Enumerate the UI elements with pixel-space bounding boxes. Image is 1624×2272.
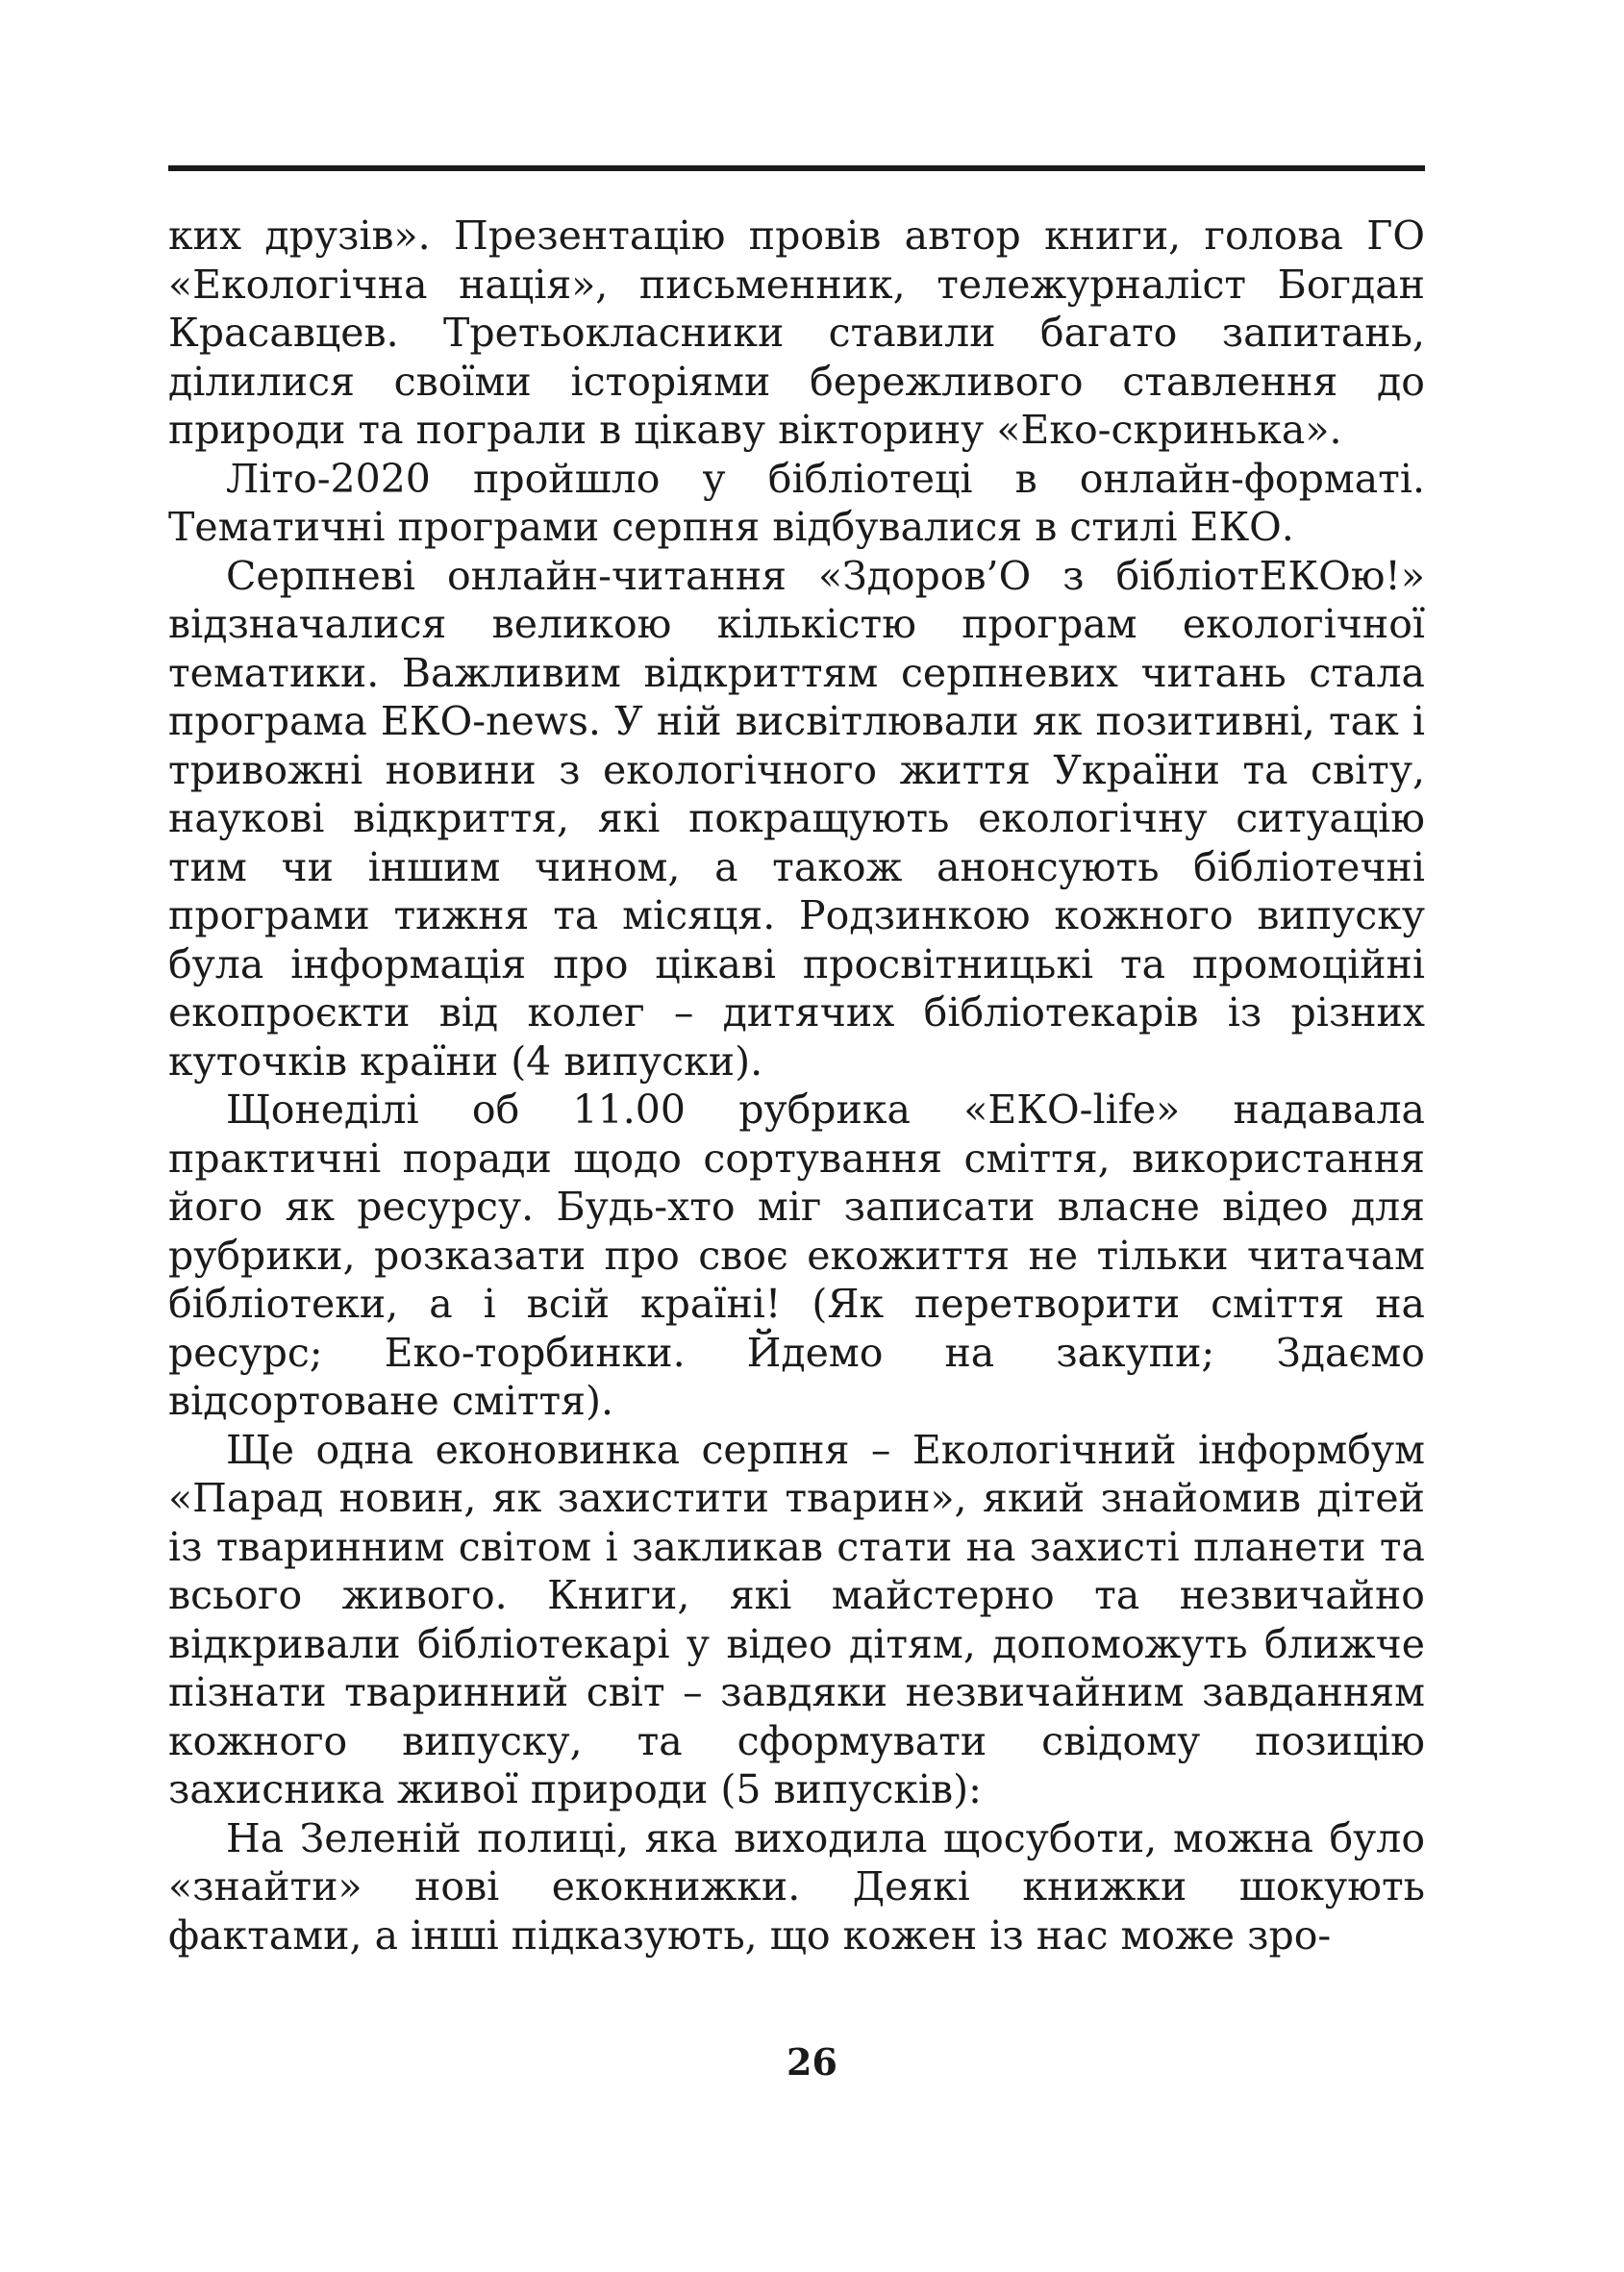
paragraph-3: Серпневі онлайн-читання «Здоров’О з бібліотЕКОю!» відзначалися великою кількістю програм екологічної тематики. Важливим відкриттям серпневих читань стала програма ЕКО-news. У ній висвітлювали як позитивні, так і тривожні новини з екологічного життя України та світу, наукові відкриття, які покращують екологічну ситуацію тим чи іншим чином, а також анонсують бібліотечні програми тижня та місяця. Родзинкою кожного випуску була інформація про цікаві просвітницькі та промоційні екопроєкти від колег – дитячих бібліотекарів із різних куточків країни (4 випуски). [168, 552, 1425, 1085]
paragraph-4: Щонеділі об 11.00 рубрика «ЕКО-life» надавала практичні поради щодо сортування сміття, використання його як ресурсу. Будь-хто міг записати власне відео для рубрики, розказати про своє екожиття не тільки читачам бібліотеки, а і всій країні! (Як перетворити сміття на ресурс; Еко-торбинки. Йдемо на закупи; Здаємо відсортоване сміття). [168, 1086, 1425, 1424]
paragraph-5: Ще одна еконовинка серпня – Екологічний інформбум «Парад новин, як захистити тварин», який знайомив дітей із тваринним світом і закликав стати на захисті планети та всього живого. Книги, які майстерно та незвичайно відкривали бібліотекарі у відео дітям, допоможуть ближче пізнати тваринний світ – завдяки незвичайним завданням кожного випуску, та сформувати свідому позицію захисника живої природи (5 випусків): [168, 1426, 1425, 1812]
header-rule [168, 165, 1425, 171]
paragraph-6: На Зеленій полиці, яка виходила щосуботи, можна було «знайти» нові екокнижки. Деякі книжки шокують фактами, а інші підказують, що кожен із нас може зро- [168, 1814, 1425, 1959]
paragraph-1: ких друзів». Презентацію провів автор книги, голова ГО «Екологічна нація», письменник, тележурналіст Богдан Красавцев. Третьокласники ставили багато запитань, ділилися своїми історіями бережливого ставлення до природи та пограли в цікаву вікторину «Еко-скринька». [168, 212, 1425, 453]
paragraph-2: Літо-2020 пройшло у бібліотеці в онлайн-форматі. Тематичні програми серпня відбувалися в стилі ЕКО. [168, 455, 1425, 550]
body-text [168, 212, 1425, 1960]
page-number: 26 [787, 2040, 837, 2084]
